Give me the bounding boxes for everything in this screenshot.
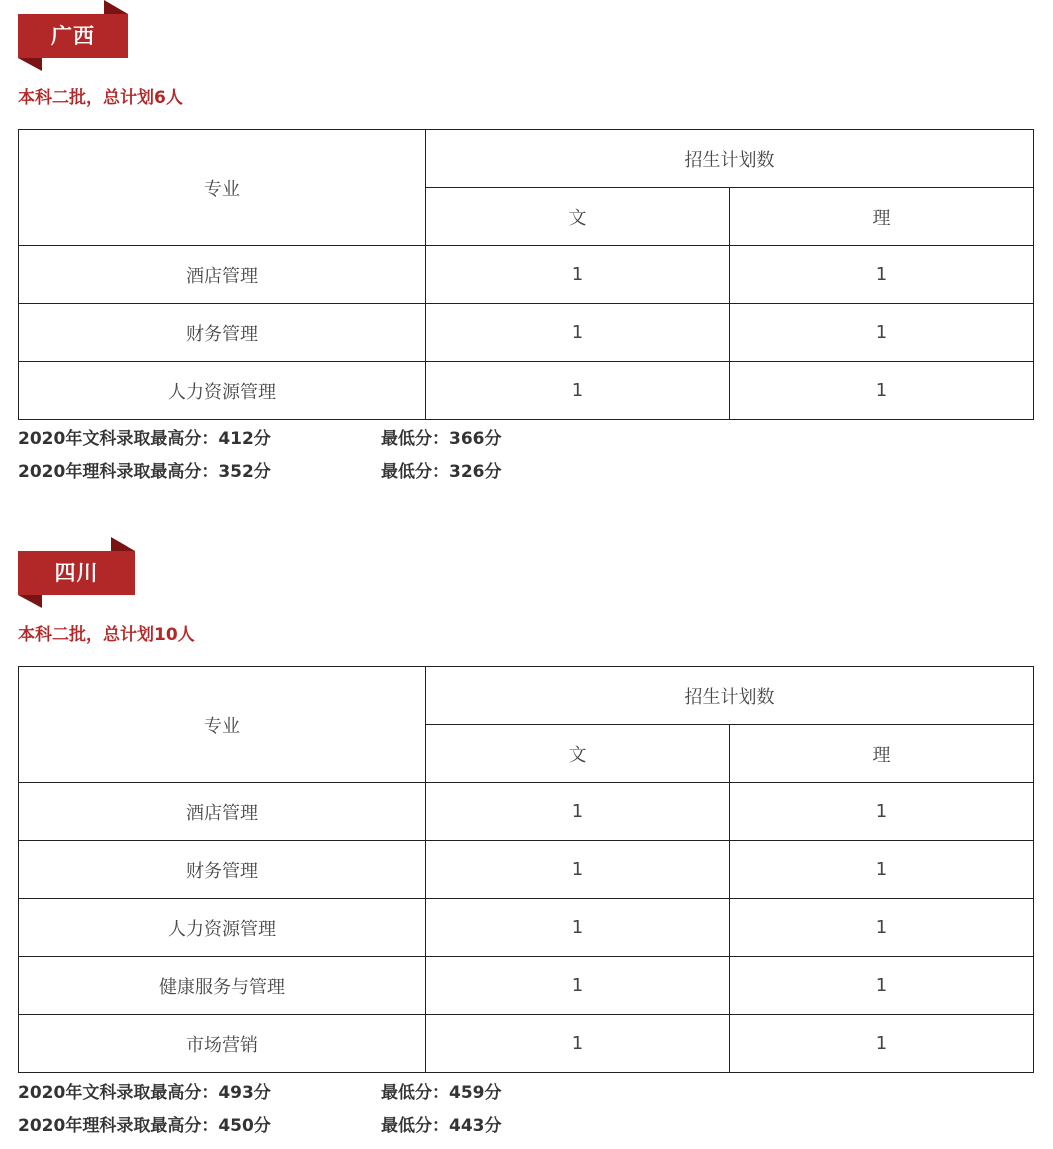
- wen-count-cell: 1: [426, 841, 730, 899]
- major-cell: 财务管理: [19, 304, 426, 362]
- wen-count-cell: 1: [426, 1015, 730, 1073]
- province-ribbon: [18, 537, 135, 608]
- major-cell: 人力资源管理: [19, 362, 426, 420]
- wen-count-cell: 1: [426, 957, 730, 1015]
- score-row-wen: [18, 1077, 502, 1110]
- highest-score: 2020年文科录取最高分：493分: [18, 1083, 271, 1103]
- table-row: [19, 304, 1034, 362]
- li-count-cell: 1: [730, 841, 1034, 899]
- li-count-cell: 1: [730, 304, 1034, 362]
- wen-count-cell: 1: [426, 899, 730, 957]
- li-count-cell: 1: [730, 246, 1034, 304]
- table-header-row: [19, 130, 1034, 188]
- major-cell: 酒店管理: [19, 783, 426, 841]
- li-count-cell: 1: [730, 1015, 1034, 1073]
- header-plan-count: 招生计划数: [426, 667, 1034, 725]
- li-count-cell: 1: [730, 783, 1034, 841]
- wen-count-cell: 1: [426, 783, 730, 841]
- highest-score: 2020年理科录取最高分：352分: [18, 462, 271, 482]
- header-wen: 文: [426, 188, 730, 246]
- lowest-score: 最低分：326分: [381, 462, 502, 482]
- enrollment-plan-table: [18, 666, 1034, 1073]
- score-summary: [18, 423, 502, 489]
- major-cell: 财务管理: [19, 841, 426, 899]
- score-row-wen: [18, 423, 502, 456]
- table-row: [19, 841, 1034, 899]
- li-count-cell: 1: [730, 957, 1034, 1015]
- major-cell: 市场营销: [19, 1015, 426, 1073]
- province-ribbon: [18, 0, 128, 71]
- lowest-score: 最低分：443分: [381, 1116, 502, 1136]
- wen-count-cell: 1: [426, 246, 730, 304]
- batch-summary: 本科二批，总计划10人: [18, 625, 195, 645]
- header-li: 理: [730, 188, 1034, 246]
- major-cell: 人力资源管理: [19, 899, 426, 957]
- table-row: [19, 783, 1034, 841]
- major-cell: 酒店管理: [19, 246, 426, 304]
- score-row-li: [18, 1110, 502, 1143]
- table-row: [19, 1015, 1034, 1073]
- batch-summary: 本科二批，总计划6人: [18, 88, 183, 108]
- table-header-row: [19, 667, 1034, 725]
- province-name: 四川: [54, 561, 99, 585]
- table-row: [19, 246, 1034, 304]
- li-count-cell: 1: [730, 899, 1034, 957]
- header-wen: 文: [426, 725, 730, 783]
- header-major: 专业: [19, 130, 426, 246]
- lowest-score: 最低分：459分: [381, 1083, 502, 1103]
- wen-count-cell: 1: [426, 304, 730, 362]
- table-row: [19, 957, 1034, 1015]
- li-count-cell: 1: [730, 362, 1034, 420]
- header-plan-count: 招生计划数: [426, 130, 1034, 188]
- major-cell: 健康服务与管理: [19, 957, 426, 1015]
- table-row: [19, 362, 1034, 420]
- wen-count-cell: 1: [426, 362, 730, 420]
- header-major: 专业: [19, 667, 426, 783]
- province-name: 广西: [51, 24, 95, 48]
- table-row: [19, 899, 1034, 957]
- highest-score: 2020年理科录取最高分：450分: [18, 1116, 271, 1136]
- header-li: 理: [730, 725, 1034, 783]
- lowest-score: 最低分：366分: [381, 429, 502, 449]
- score-summary: [18, 1077, 502, 1143]
- score-row-li: [18, 456, 502, 489]
- highest-score: 2020年文科录取最高分：412分: [18, 429, 271, 449]
- enrollment-plan-table: [18, 129, 1034, 420]
